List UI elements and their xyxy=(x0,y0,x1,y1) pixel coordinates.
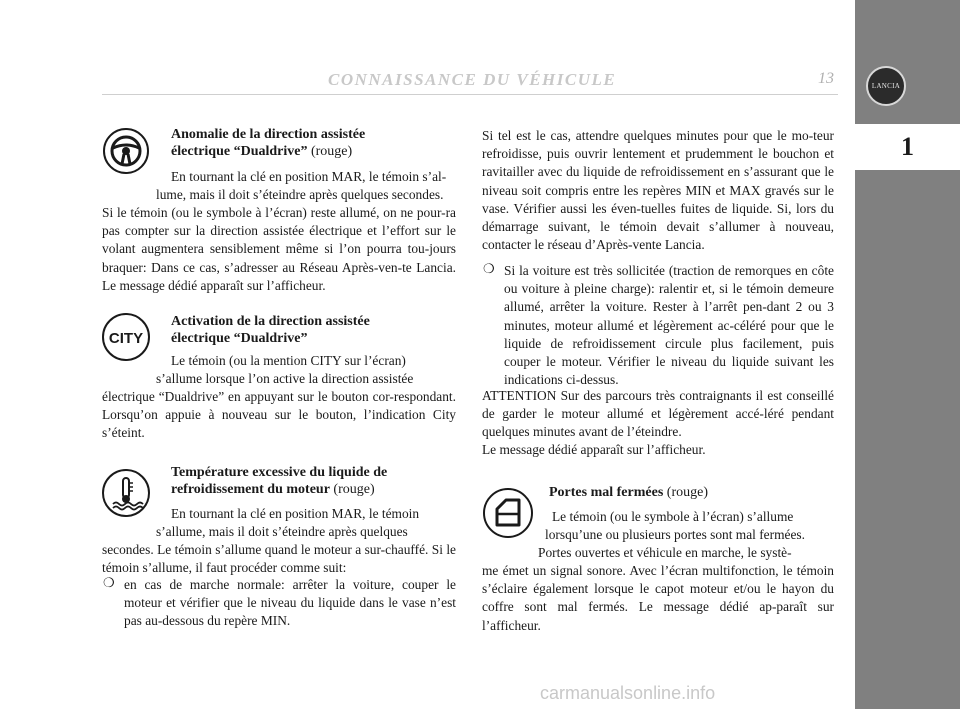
heading-line: électrique “Dualdrive” xyxy=(171,144,308,159)
page-number: 13 xyxy=(818,70,834,87)
door-open-icon xyxy=(482,487,534,539)
paragraph-line: lorsqu’une ou plusieurs portes sont mal fermées. xyxy=(545,527,805,542)
paragraph-doors-open: me émet un signal sonore. Avec l’écran multifonction, le témoin s’éclaire également lorsque le capot moteur et/ou le hayon du coffre sont mal fermés. Le message dédié ap-paraît sur l’afficheur. xyxy=(482,563,834,633)
heading-line: Activation de la direction assistée xyxy=(171,314,370,329)
heading-coolant-temperature xyxy=(171,464,461,498)
paragraph-line: s’allume, mais il doit s’éteindre après quelques xyxy=(156,524,408,539)
paragraph-line: Le témoin (ou le symbole à l’écran) s’allume xyxy=(552,509,794,524)
chapter-sidebar xyxy=(855,0,960,709)
bullet-icon: ❍ xyxy=(103,576,115,591)
heading-steering-fault xyxy=(171,126,461,160)
heading-color: (rouge) xyxy=(307,144,353,159)
section-title: CONNAISSANCE DU VÉHICULE xyxy=(328,70,617,89)
paragraph-coolant-refill: Si tel est le cas, attendre quelques minutes pour que le mo-teur refroidisse, puis ouvrir lentement et prudemment le bouchon et ravitailler avec du liquide de refroidissement en s’assurant que le niveau soit compris entre les repères MIN et MAX gravés sur le vase. Vérifier aussi les éven-tuelles fuites de liquide. Si, lors du démarrage suivant, le témoin devait s’allumer à nouveau, contacter le réseau d’Après-vente Lancia. xyxy=(482,128,834,253)
bullet-heavy-load: Si la voiture est très sollicitée (traction de remorques en côte ou voiture à pleine charge): ralentir et, si le témoin demeure allumé, arrêter la voiture. Rester à l’arrêt pen-dant 2 ou 3 minutes, moteur allumé et légèrement ac-céléré pour que le liquide de refroidissement circule plus facilement, puis couper le moteur. Vérifier le niveau du liquide suivant les indications ci-dessus. xyxy=(504,263,834,388)
heading-doors-open xyxy=(549,484,839,501)
lancia-logo xyxy=(866,66,906,106)
heading-color: (rouge) xyxy=(329,482,375,497)
paragraph-steering-fault: Si le témoin (ou le symbole à l’écran) reste allumé, on ne pour-ra pas compter sur la direction assistée électrique et l’effort sur le volant augmentera sensiblement même si l’on pourra tou-jours braquer: Dans ce cas, s’adresser au Réseau Après-ven-te Lancia. Le message dédié apparaît sur l’afficheur. xyxy=(102,205,456,293)
paragraph-attention: ATTENTION Sur des parcours très contraignants il est conseillé de garder le moteur allumé et légèrement accé-léré pendant quelques minutes avant de l’éteindre. xyxy=(482,388,834,440)
city-icon-text: CITY xyxy=(108,330,144,347)
steering-wheel-icon xyxy=(102,127,150,175)
city-icon xyxy=(101,312,151,362)
heading-city-mode xyxy=(171,313,461,347)
watermark: carmanualsonline.info xyxy=(540,683,716,703)
paragraph-display-message: Le message dédié apparaît sur l’afficheur. xyxy=(482,442,706,457)
coolant-temperature-icon xyxy=(101,468,151,518)
heading-line: Température excessive du liquide de xyxy=(171,465,388,480)
header-divider xyxy=(102,94,838,95)
paragraph-line: Portes ouvertes et véhicule en marche, le systè- xyxy=(538,545,792,560)
heading-line: électrique “Dualdrive” xyxy=(171,331,308,346)
paragraph-line: En tournant la clé en position MAR, le témoin s’al- xyxy=(171,169,447,184)
heading-line: refroidissement du moteur xyxy=(171,482,330,497)
logo-text: LANCIA xyxy=(871,82,901,90)
heading-line: Portes mal fermées xyxy=(549,485,664,500)
bullet-coolant-normal: en cas de marche normale: arrêter la voiture, couper le moteur et vérifier que le niveau du liquide dans le vase n’est pas au-dessous du repère MIN. xyxy=(124,577,456,629)
paragraph-line: En tournant la clé en position MAR, le témoin xyxy=(171,506,420,521)
paragraph-line: lume, mais il doit s’éteindre après quelques secondes. xyxy=(156,187,444,202)
heading-line: Anomalie de la direction assistée xyxy=(171,127,366,142)
paragraph-line: Le témoin (ou la mention CITY sur l’écran) xyxy=(171,353,406,368)
paragraph-coolant-temperature: secondes. Le témoin s’allume quand le moteur a sur-chauffé. Si le témoin s’allume, il faut procéder comme suit: xyxy=(102,542,456,576)
bullet-icon: ❍ xyxy=(483,262,495,277)
paragraph-city-mode: électrique “Dualdrive” en appuyant sur le bouton cor-respondant. Lorsqu’on appuie à nouveau sur le bouton, l’indication City s’éteint. xyxy=(102,389,456,441)
chapter-tab[interactable]: 1 xyxy=(855,124,960,170)
paragraph-line: s’allume lorsque l’on active la direction assistée xyxy=(156,371,414,386)
heading-color: (rouge) xyxy=(663,485,708,500)
